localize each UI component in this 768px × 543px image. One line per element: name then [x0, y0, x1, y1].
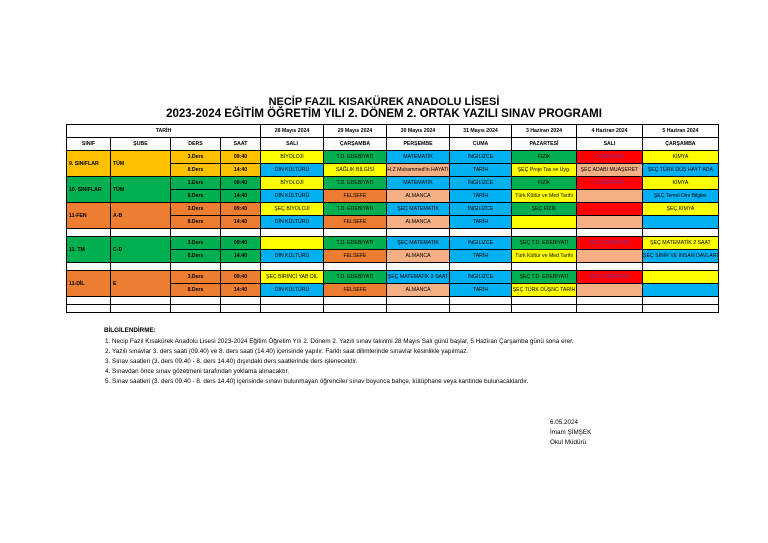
exam-cell [643, 284, 719, 297]
exam-cell: ALMANCA [387, 190, 450, 203]
separator-cell [171, 229, 221, 237]
class-cell: 9. SINIFLAR [67, 151, 111, 177]
branch-cell: TÜM [111, 177, 171, 203]
exam-cell: ŞEÇ MATEMATİK 2 SAAT [387, 271, 450, 284]
branch-cell: C-D [111, 237, 171, 263]
signature-name: İmam ŞİMŞEK [550, 429, 592, 436]
header-row [67, 138, 719, 151]
exam-cell [577, 250, 643, 263]
exam-cell: FELSEFE [324, 284, 387, 297]
exam-cell: FELSEFE [324, 190, 387, 203]
info-item: 4. Sınavdan önce sınav gözetmeni tarafından yoklama alınacaktır. [112, 368, 574, 375]
exam-cell: ŞEÇ MATEMATİK 2 SAAT [643, 237, 719, 250]
header-sube: ŞUBE [111, 138, 171, 151]
lesson-cell: 3.Ders [171, 203, 221, 216]
lesson-cell: 8.Ders [171, 190, 221, 203]
exam-cell: ALMANCA [387, 216, 450, 229]
exam-cell: ALMANCA [387, 284, 450, 297]
exam-cell: FELSEFE [324, 250, 387, 263]
exam-cell: ŞEÇ FİZİK [512, 203, 577, 216]
separator-cell [387, 229, 450, 237]
lesson-cell: 8.Ders [171, 284, 221, 297]
time-cell: 09:40 [221, 271, 261, 284]
exam-schedule-table [66, 124, 719, 313]
exam-cell: ŞEÇ TÜRK DÜŞNC TARİH [512, 284, 577, 297]
separator-cell [111, 305, 171, 313]
separator-cell [324, 229, 387, 237]
class-cell: 11-DİL [67, 271, 111, 297]
info-section [104, 327, 574, 388]
lesson-cell: 3.Ders [171, 177, 221, 190]
separator-cell [111, 297, 171, 305]
schedule-row [67, 151, 719, 164]
separator-cell [221, 305, 261, 313]
class-cell: 11-FEN [67, 203, 111, 229]
info-item: 5. Sınav saatleri (3. ders 09.40 - 8. ders 14.40) içerisinde sınavı bulunmayan öğrenciler sınav boyunca bahçe, kütüphane veya kantinde bulunacaklardır. [112, 378, 574, 385]
exam-cell [512, 216, 577, 229]
separator-cell [387, 305, 450, 313]
time-cell: 09:40 [221, 151, 261, 164]
separator-cell [171, 305, 221, 313]
exam-cell [643, 271, 719, 284]
exam-cell: ŞEÇ T.D. EDEBİYATI [512, 237, 577, 250]
time-cell: 14:40 [221, 164, 261, 177]
separator-cell [67, 229, 111, 237]
exam-cell: İNGİLİZCE [450, 237, 512, 250]
exam-cell: TARİH [450, 190, 512, 203]
separator-cell [387, 297, 450, 305]
separator-cell [577, 263, 643, 271]
exam-cell: ŞEÇ BİRİNCİ YAB DİL [261, 271, 324, 284]
exam-cell: İNGİLİZCE [450, 271, 512, 284]
separator-cell [67, 263, 111, 271]
exam-cell: T.D. EDEBİYATI [324, 203, 387, 216]
exam-cell [577, 190, 643, 203]
schedule-row [67, 271, 719, 284]
exam-cell: COĞRAFYA [577, 151, 643, 164]
exam-cell [577, 216, 643, 229]
time-cell: 09:40 [221, 177, 261, 190]
date-row [67, 125, 719, 138]
branch-cell: A-B [111, 203, 171, 229]
separator-cell [111, 263, 171, 271]
separator-cell [512, 305, 577, 313]
exam-cell: İNGİLİZCE [450, 203, 512, 216]
separator-cell [221, 297, 261, 305]
exam-cell: TARİH [450, 164, 512, 177]
header-saat: SAAT [221, 138, 261, 151]
time-cell: 14:40 [221, 190, 261, 203]
separator-cell [450, 305, 512, 313]
exam-cell: ŞEÇ KİMYA [643, 203, 719, 216]
exam-cell: Türk Kültür ve Med Tarihi [512, 190, 577, 203]
separator-cell [261, 263, 324, 271]
time-cell: 09:40 [221, 237, 261, 250]
lesson-cell: 8.Ders [171, 250, 221, 263]
exam-cell: BİYOLOJİ [261, 151, 324, 164]
separator-cell [450, 263, 512, 271]
exam-cell [261, 237, 324, 250]
separator-cell [577, 297, 643, 305]
separator-cell [577, 229, 643, 237]
info-list [104, 338, 574, 385]
date-header-label: TARİH [67, 125, 261, 138]
info-item: 1. Necip Fazıl Kısakürek Anadolu Lisesi 2023-2024 Eğitim Öğretim Yılı 2. Dönem 2. Yazılı sınav takvimi 28 Mayıs Salı günü başlar, 5 Haziran Çarşamba günü sona erer. [112, 338, 574, 345]
date-cell: 30 Mayıs 2024 [387, 125, 450, 138]
separator-cell [643, 229, 719, 237]
separator-cell [111, 229, 171, 237]
exam-cell [577, 203, 643, 216]
exam-cell: KİMYA [643, 151, 719, 164]
separator-cell [450, 297, 512, 305]
header-sinif: SINIF [67, 138, 111, 151]
date-cell: 29 Mayıs 2024 [324, 125, 387, 138]
time-cell: 14:40 [221, 250, 261, 263]
exam-cell: DİN KÜLTÜRÜ [261, 250, 324, 263]
lesson-cell: 3.Ders [171, 151, 221, 164]
separator-row [67, 229, 719, 237]
exam-cell: ŞEÇ T.D. EDEBİYATI [512, 271, 577, 284]
separator-cell [324, 263, 387, 271]
separator-cell [221, 263, 261, 271]
branch-cell: TÜM [111, 151, 171, 177]
schedule-row [67, 177, 719, 190]
schedule-title: 2023-2024 EĞİTİM ÖĞRETİM YILI 2. DÖNEM 2. ORTAK YAZILI SINAV PROGRAMI [166, 108, 602, 120]
separator-row [67, 263, 719, 271]
exam-cell: BİYOLOJİ [261, 177, 324, 190]
exam-cell: İNGİLİZCE [450, 151, 512, 164]
exam-cell: Türk Kültür ve Med Tarihi [512, 250, 577, 263]
exam-cell: FİZİK [512, 177, 577, 190]
separator-cell [221, 229, 261, 237]
class-cell: 11. TM [67, 237, 111, 263]
exam-cell: H.Z Muhammed'in HAYATI [387, 164, 450, 177]
separator-cell [512, 229, 577, 237]
separator-cell [387, 263, 450, 271]
separator-cell [643, 263, 719, 271]
exam-cell: ŞEÇ ADABI MUAŞERET [577, 164, 643, 177]
exam-cell: T.D. EDEBİYATI [324, 177, 387, 190]
separator-cell [171, 263, 221, 271]
day-cell: SALI [261, 138, 324, 151]
exam-cell: ŞEÇ Temel Dini Bilgiler [643, 190, 719, 203]
date-cell: 31 Mayıs 2024 [450, 125, 512, 138]
exam-cell: DİN KÜLTÜRÜ [261, 284, 324, 297]
separator-cell [643, 305, 719, 313]
signature-date: 6.05.2024 [550, 419, 579, 426]
exam-cell: COĞRAFYA [577, 177, 643, 190]
exam-cell [577, 284, 643, 297]
day-cell: PAZARTESİ [512, 138, 577, 151]
date-cell: 4 Haziran 2024 [577, 125, 643, 138]
signature-block [550, 418, 591, 448]
exam-cell: DİN KÜLTÜRÜ [261, 216, 324, 229]
exam-cell: KİMYA [643, 177, 719, 190]
exam-cell: T.D. EDEBİYATI [324, 151, 387, 164]
branch-cell: E [111, 271, 171, 297]
lesson-cell: 8.Ders [171, 164, 221, 177]
day-cell: ÇARŞAMBA [643, 138, 719, 151]
header-ders: DERS [171, 138, 221, 151]
exam-cell: TARİH [450, 216, 512, 229]
separator-cell [512, 297, 577, 305]
lesson-cell: 8.Ders [171, 216, 221, 229]
separator-cell [67, 305, 111, 313]
exam-cell: TARİH [450, 284, 512, 297]
exam-cell [643, 216, 719, 229]
separator-cell [261, 297, 324, 305]
class-cell: 10. SINIFLAR [67, 177, 111, 203]
exam-cell: SAĞLIK BİLGİSİ [324, 164, 387, 177]
exam-cell: ŞEÇ Proje Tas ve Uyg. [512, 164, 577, 177]
exam-cell: ŞEÇ TÜRK DÜŞ HAYT ADA [643, 164, 719, 177]
separator-cell [261, 305, 324, 313]
day-cell: ÇARŞAMBA [324, 138, 387, 151]
day-cell: SALI [577, 138, 643, 151]
exam-cell: FELSEFE [324, 216, 387, 229]
info-item: 2. Yazılı sınavlar 3. ders saati (09.40) ve 8. ders saati (14.40) içerisinde yapılır. Farklı saat dilimlerinde sınavlar kesinlikle yapılmaz. [112, 348, 574, 355]
day-cell: PERŞEMBE [387, 138, 450, 151]
exam-cell: ŞEÇ COĞRAFYA [577, 271, 643, 284]
separator-row [67, 297, 719, 305]
exam-cell: ŞEÇ BİYOLOJİ [261, 203, 324, 216]
school-title: NECİP FAZIL KISAKÜREK ANADOLU LİSESİ [268, 96, 500, 108]
separator-cell [67, 297, 111, 305]
schedule-row [67, 237, 719, 250]
separator-cell [512, 263, 577, 271]
exam-cell: MATEMATİK [387, 151, 450, 164]
separator-cell [643, 297, 719, 305]
exam-cell: DİN KÜLTÜRÜ [261, 190, 324, 203]
exam-cell: DİN KÜLTÜRÜ [261, 164, 324, 177]
separator-cell [324, 305, 387, 313]
time-cell: 14:40 [221, 216, 261, 229]
exam-cell: ŞEÇ MATEMATİK [387, 203, 450, 216]
separator-cell [450, 229, 512, 237]
separator-cell [577, 305, 643, 313]
exam-cell: T.D. EDEBİYATI [324, 271, 387, 284]
day-cell: CUMA [450, 138, 512, 151]
exam-cell: FİZİK [512, 151, 577, 164]
date-cell: 28 Mayıs 2024 [261, 125, 324, 138]
separator-cell [171, 297, 221, 305]
exam-cell: ŞEÇ COĞRAFYA [577, 237, 643, 250]
separator-cell [324, 297, 387, 305]
date-cell: 5 Haziran 2024 [643, 125, 719, 138]
exam-cell: TARİH [450, 250, 512, 263]
separator-row [67, 305, 719, 313]
signature-title: Okul Müdürü [550, 439, 587, 446]
exam-cell: ALMANCA [387, 250, 450, 263]
lesson-cell: 3.Ders [171, 271, 221, 284]
exam-cell: İNGİLİZCE [450, 177, 512, 190]
info-item: 3. Sınav saatleri (3. ders 09.40 - 8. ders 14.40) dışındaki ders saatlerinde ders işlenecektir. [112, 358, 574, 365]
info-heading: BİLGİLENDİRME: [104, 327, 156, 334]
exam-cell: T.D. EDEBİYATI [324, 237, 387, 250]
exam-cell: MATEMATİK [387, 177, 450, 190]
schedule-row [67, 203, 719, 216]
separator-cell [261, 229, 324, 237]
exam-cell: ŞEÇ SİNİR VE İNSAN DAVLARI [643, 250, 719, 263]
exam-cell: ŞEÇ MATEMATİK [387, 237, 450, 250]
date-cell: 3 Haziran 2024 [512, 125, 577, 138]
time-cell: 14:40 [221, 284, 261, 297]
time-cell: 09:40 [221, 203, 261, 216]
lesson-cell: 3.Ders [171, 237, 221, 250]
